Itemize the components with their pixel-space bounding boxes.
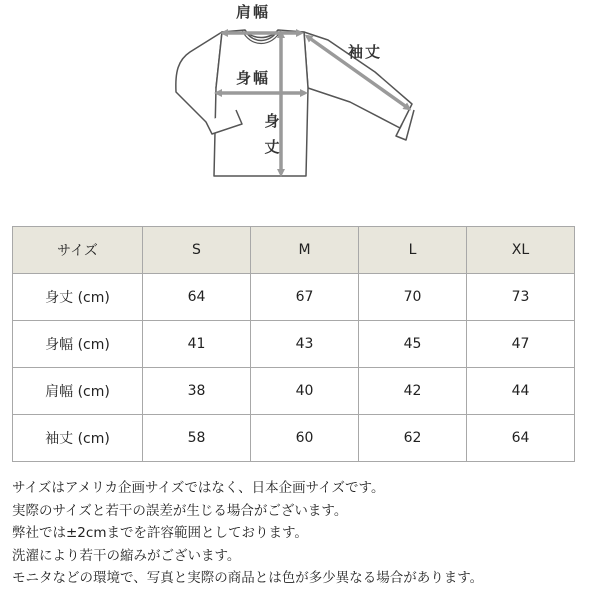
body-length-label-char-1: 身 [264, 112, 280, 130]
table-cell: 42 [359, 368, 467, 415]
table-cell: 40 [251, 368, 359, 415]
row-label: 身丈 (cm) [13, 274, 143, 321]
note-line: 洗濯により若干の縮みがございます。 [12, 547, 241, 564]
body-width-label: 身幅 [236, 69, 271, 87]
header-m: M [251, 227, 359, 274]
note-line: 弊社では±2cmまでを許容範囲としております。 [12, 525, 308, 541]
notes-section [12, 477, 592, 590]
table-row [13, 321, 575, 368]
note-line: サイズはアメリカ企画サイズではなく、日本企画サイズです。 [12, 480, 385, 496]
table-cell: 41 [143, 321, 251, 368]
header-xl: XL [467, 227, 575, 274]
note-line: 実際のサイズと若干の誤差が生じる場合がございます。 [12, 502, 348, 519]
header-s: S [143, 227, 251, 274]
table-cell: 70 [359, 274, 467, 321]
sleeve-length-label: 袖丈 [348, 43, 383, 61]
body-length-label [262, 108, 282, 160]
size-chart-table [12, 226, 575, 462]
header-size: サイズ [13, 227, 143, 274]
header-l: L [359, 227, 467, 274]
table-header-row [13, 227, 575, 274]
table-cell: 64 [143, 274, 251, 321]
table-cell: 58 [143, 415, 251, 462]
body-length-label-char-2: 丈 [264, 138, 280, 156]
table-cell: 64 [467, 415, 575, 462]
table-cell: 38 [143, 368, 251, 415]
shirt-illustration [0, 0, 600, 200]
table-cell: 45 [359, 321, 467, 368]
shoulder-width-label: 肩幅 [236, 3, 271, 21]
row-label: 肩幅 (cm) [13, 368, 143, 415]
table-cell: 67 [251, 274, 359, 321]
row-label: 袖丈 (cm) [13, 415, 143, 462]
table-cell: 44 [467, 368, 575, 415]
table-cell: 62 [359, 415, 467, 462]
table-cell: 73 [467, 274, 575, 321]
row-label: 身幅 (cm) [13, 321, 143, 368]
note-line: モニタなどの環境で、写真と実際の商品とは色が多少異なる場合があります。 [12, 570, 484, 586]
table-cell: 43 [251, 321, 359, 368]
table-cell: 60 [251, 415, 359, 462]
table-cell: 47 [467, 321, 575, 368]
table-row [13, 415, 575, 462]
table-row [13, 368, 575, 415]
table-row [13, 274, 575, 321]
measurement-diagram [0, 0, 600, 200]
